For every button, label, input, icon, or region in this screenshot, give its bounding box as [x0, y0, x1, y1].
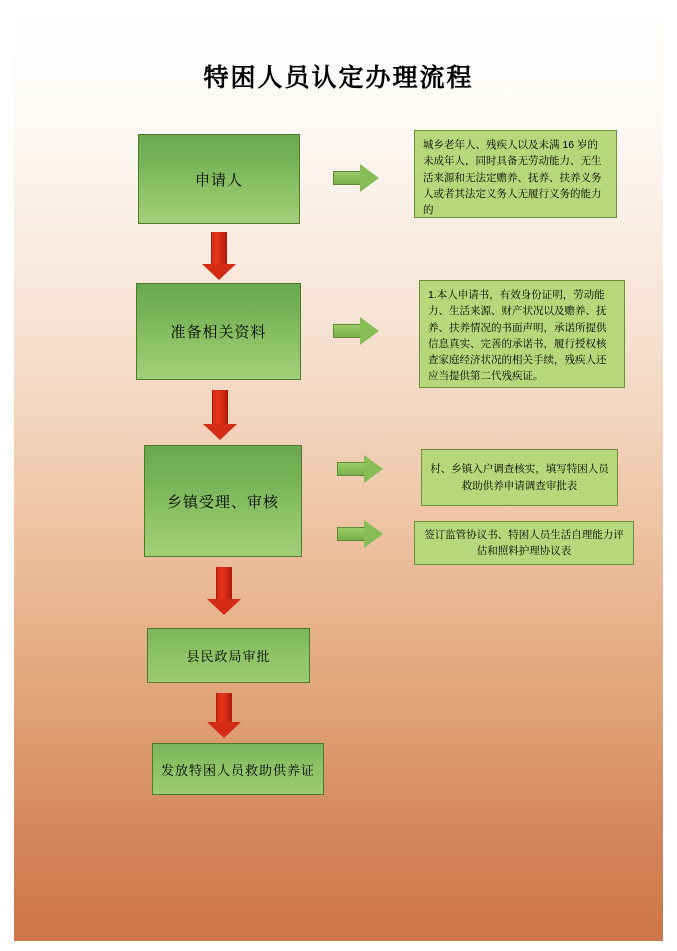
- note-agreements-text: 签订监管协议书、特困人员生活自理能力评估和照料护理协议表: [424, 528, 624, 557]
- arrow-applicant-to-prepare-icon: [202, 232, 236, 280]
- flow-node-township-accept-review[interactable]: [144, 445, 302, 557]
- flow-node-issue-certificate-label: 发放特困人员救助供养证: [160, 762, 315, 778]
- arrow-township-to-note-agreements-icon: [337, 520, 383, 548]
- arrow-prepare-to-note-icon: [333, 317, 379, 345]
- page-title: 特困人员认定办理流程: [203, 65, 474, 92]
- note-applicant: [414, 130, 617, 218]
- arrow-prepare-to-township-icon: [203, 390, 237, 440]
- note-applicant-text: 城乡老年人、残疾人以及未满 16 岁的未成年人，同时具备无劳动能力、无生活来源和无法定赡养、抚养、扶养义务人或者其法定义务人无履行义务的能力的: [423, 139, 602, 217]
- note-agreements: [414, 521, 634, 565]
- flow-node-township-accept-review-label: 乡镇受理、审核: [166, 494, 279, 511]
- page-margin-right: [663, 0, 677, 951]
- arrow-township-to-note-survey-icon: [337, 455, 383, 483]
- flow-node-prepare-materials[interactable]: [136, 283, 301, 380]
- note-materials-text: 1.本人申请书，有效身份证明，劳动能力、生活来源、财产状况以及赡养、抚养、扶养情况的书面声明，承诺所提供信息真实、完善的承诺书，履行授权核查家庭经济状况的相关手续，残疾人还应当提供第二代残疾证。: [428, 289, 607, 383]
- note-township-survey: [421, 449, 618, 506]
- arrow-county-to-issue-icon: [207, 693, 241, 738]
- page-margin-left: [0, 0, 14, 951]
- arrow-applicant-to-note-icon: [333, 164, 379, 192]
- flow-node-applicant[interactable]: [138, 134, 300, 224]
- flow-node-county-approval[interactable]: [147, 628, 310, 683]
- arrow-township-to-county-icon: [207, 567, 241, 615]
- flow-node-issue-certificate[interactable]: [152, 743, 324, 795]
- note-materials: [419, 280, 625, 388]
- flow-node-prepare-materials-label: 准备相关资料: [170, 325, 267, 341]
- note-township-survey-text: 村、乡镇入户调查核实，填写特困人员救助供养申请调查审批表: [430, 463, 609, 492]
- flow-node-applicant-label: 申请人: [194, 172, 243, 189]
- flow-node-county-approval-label: 县民政局审批: [186, 649, 271, 664]
